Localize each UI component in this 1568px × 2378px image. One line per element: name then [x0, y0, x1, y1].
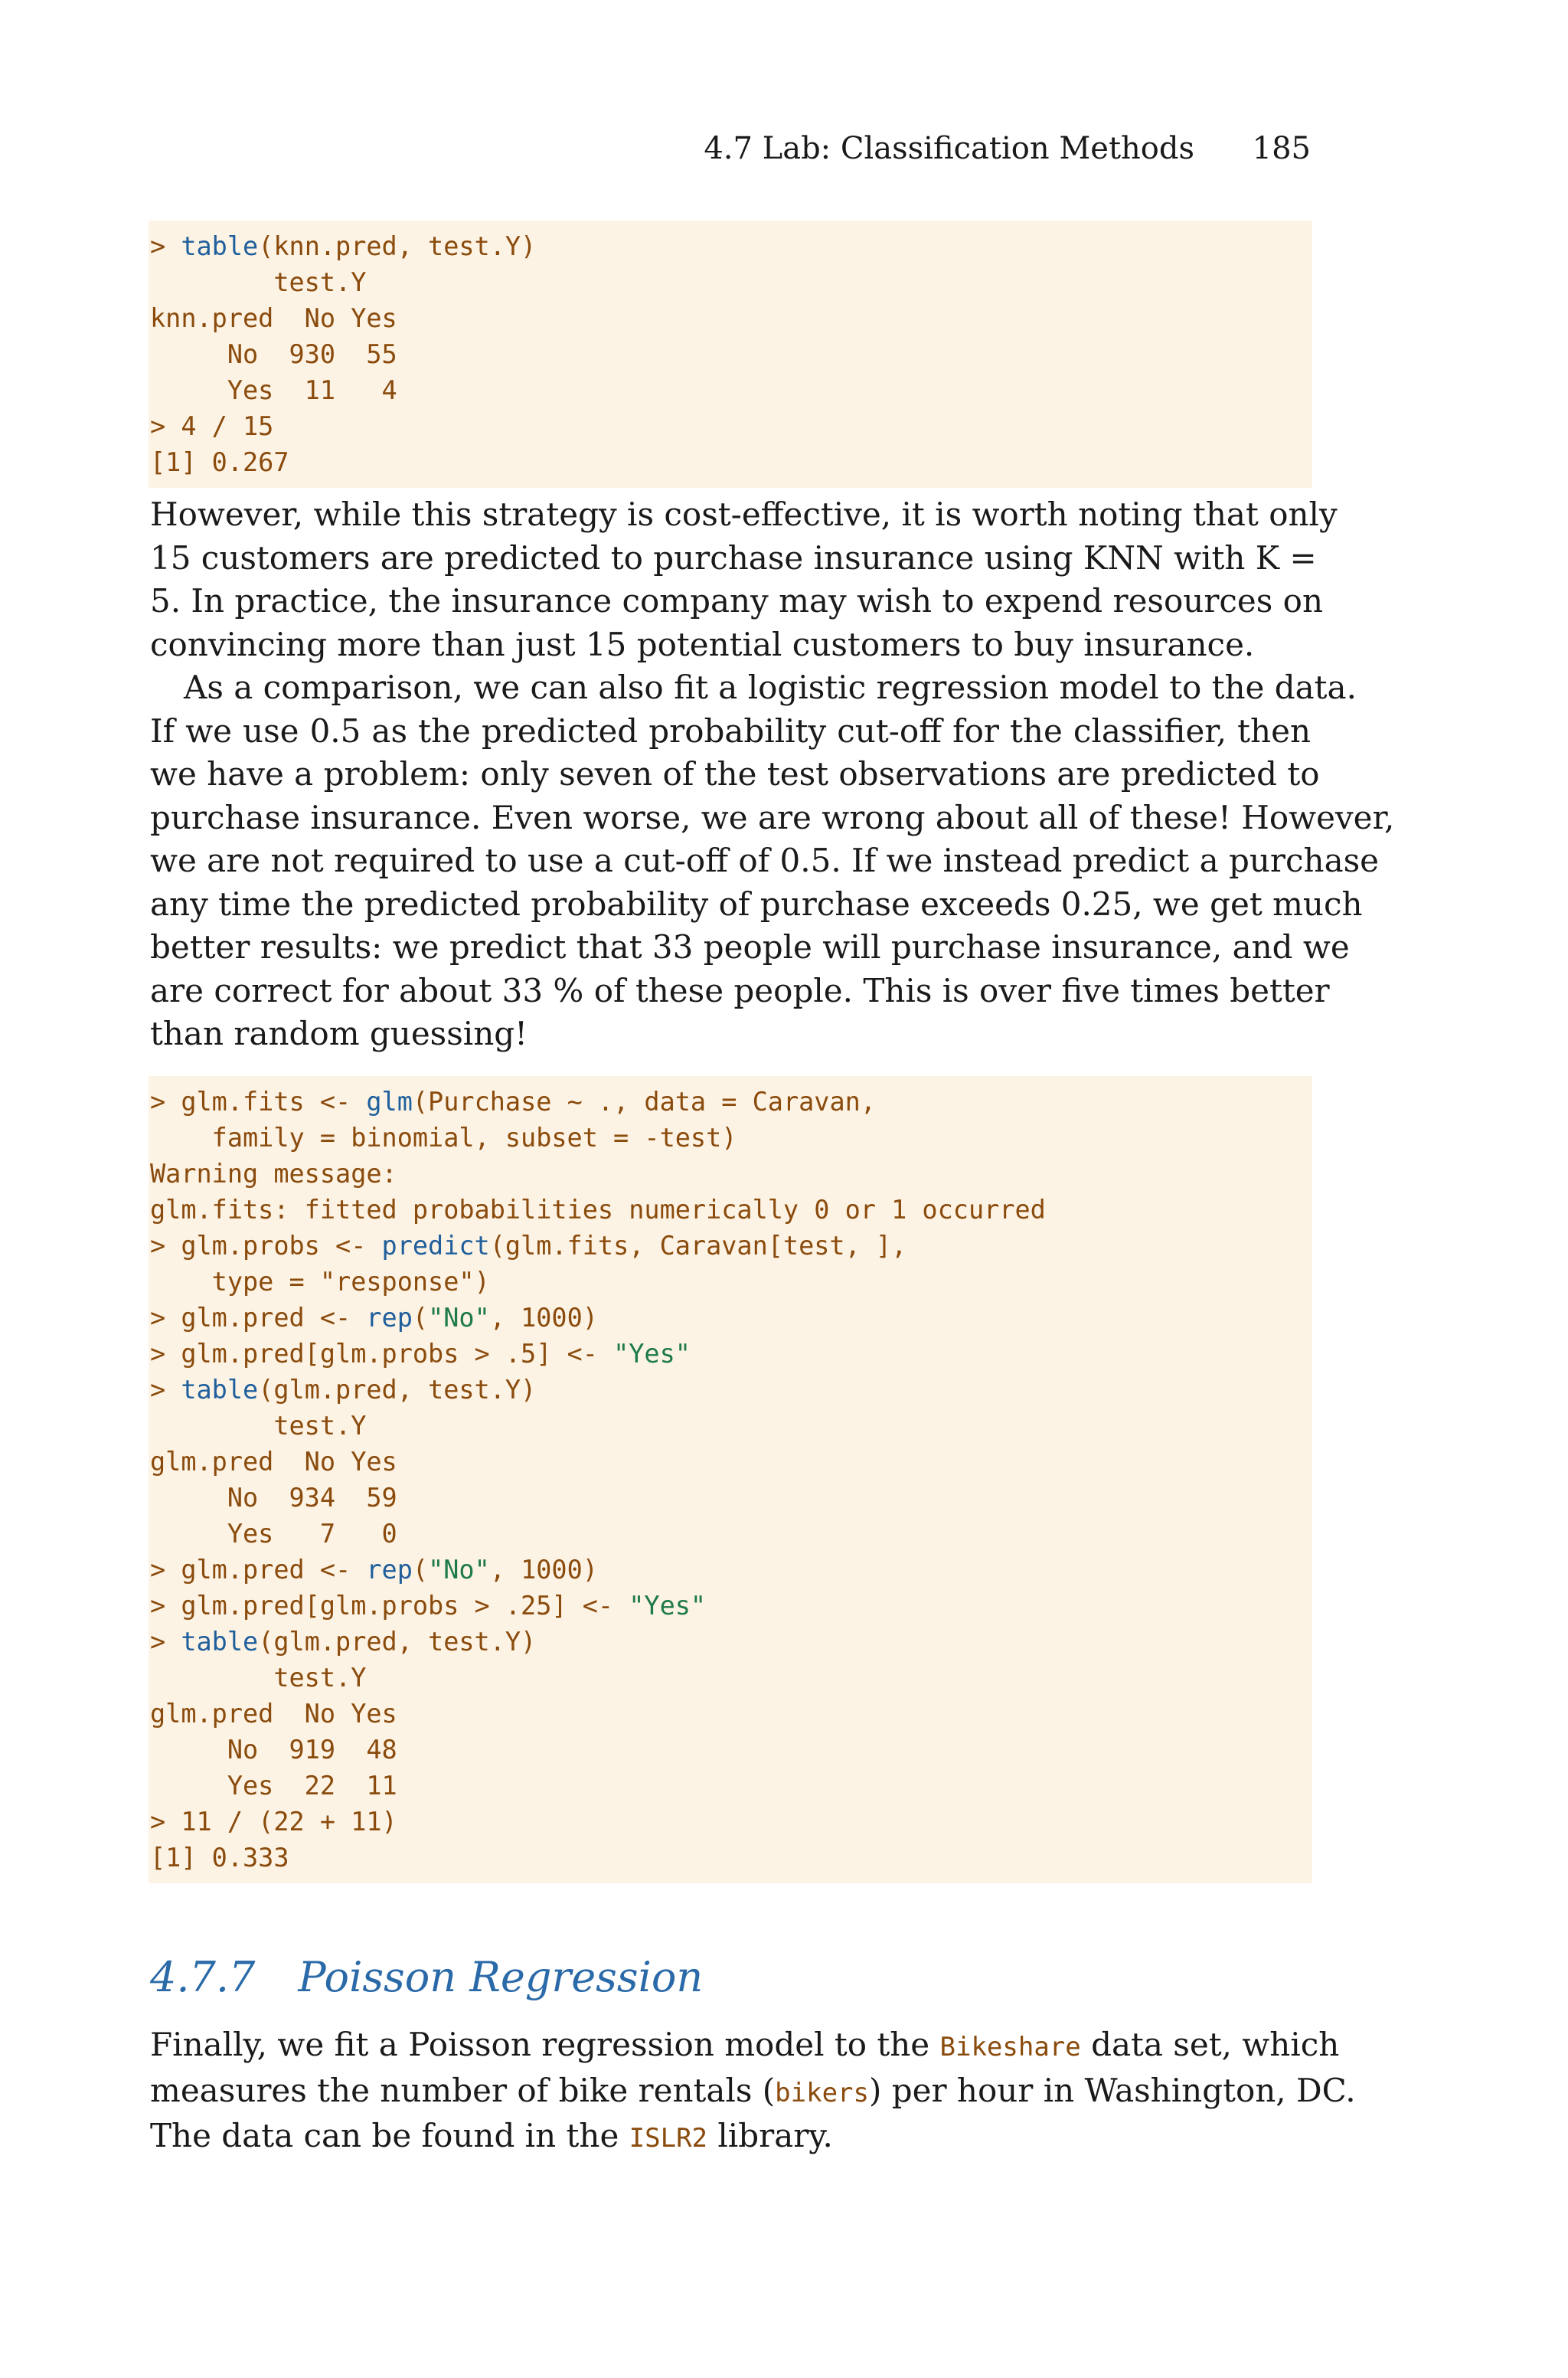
- code-text: test.Y: [150, 267, 367, 297]
- code-text: ): [474, 1267, 490, 1297]
- code-function: table: [181, 1627, 259, 1657]
- code-text: >: [150, 1375, 181, 1405]
- code-line: [150, 1336, 1312, 1372]
- text-line: we have a problem: only seven of the test observations are predicted to: [150, 755, 1320, 793]
- code-block-knn-table: [149, 221, 1312, 488]
- code-text: test.Y: [150, 1663, 367, 1693]
- paragraph-logistic-comparison: [150, 666, 1395, 1056]
- code-function: table: [181, 1375, 259, 1405]
- code-line: [150, 1300, 1312, 1336]
- code-text: > glm.probs <-: [150, 1231, 382, 1261]
- code-line: [150, 1732, 1312, 1768]
- paragraph-poisson-intro: [150, 2023, 1356, 2160]
- code-line: [150, 1228, 1312, 1264]
- code-line: [150, 300, 1312, 336]
- code-text: > glm.pred[glm.probs > .25] <-: [150, 1591, 629, 1621]
- text-line: than random guessing!: [150, 1015, 528, 1052]
- code-line: [150, 1552, 1312, 1588]
- code-line: [150, 1516, 1312, 1552]
- code-text: (knn.pred, test.Y): [258, 231, 537, 261]
- code-text: (: [412, 1303, 429, 1333]
- code-text: (glm.pred, test.Y): [258, 1375, 537, 1405]
- code-line: [150, 1768, 1312, 1804]
- code-text: type =: [150, 1267, 320, 1297]
- code-line: [150, 1696, 1312, 1732]
- code-text: , 1000): [489, 1303, 598, 1333]
- text-run: The data can be found in the: [150, 2117, 629, 2154]
- code-line: [150, 1120, 1312, 1156]
- code-text: glm.pred No Yes: [150, 1447, 397, 1477]
- inline-code: bikers: [775, 2077, 869, 2108]
- code-function: rep: [366, 1555, 413, 1585]
- section-title: Poisson Regression: [298, 1953, 704, 2001]
- text-line: If we use 0.5 as the predicted probability cut-off for the classifier, then: [150, 711, 1311, 750]
- text-line: [150, 2069, 1356, 2115]
- code-text: Yes 22 11: [150, 1771, 397, 1801]
- code-text: Warning message:: [150, 1159, 397, 1189]
- code-line: [150, 336, 1312, 372]
- text-run: Finally, we fit a Poisson regression model to the: [150, 2026, 940, 2063]
- code-string: "No": [428, 1303, 490, 1333]
- code-text: [1] 0.333: [150, 1843, 289, 1873]
- text-line: [150, 2023, 1340, 2069]
- code-line: [150, 1840, 1312, 1876]
- code-text: No 934 59: [150, 1483, 397, 1513]
- code-text: > 11 / (22 + 11): [150, 1807, 397, 1837]
- code-text: > glm.pred[glm.probs > .5] <-: [150, 1339, 614, 1369]
- code-line: [150, 372, 1312, 408]
- code-line: [150, 1264, 1312, 1300]
- code-line: [150, 1084, 1312, 1120]
- paragraph-knn-summary: [150, 493, 1338, 666]
- code-string: "No": [428, 1555, 490, 1585]
- code-text: glm.pred No Yes: [150, 1699, 397, 1729]
- text-line: we are not required to use a cut-off of 0.5. If we instead predict a purchase: [150, 842, 1380, 879]
- code-string: "Yes": [613, 1339, 691, 1369]
- code-function: predict: [381, 1231, 490, 1261]
- text-run: ) per hour in Washington, DC.: [869, 2071, 1356, 2109]
- code-text: (Purchase ~ ., data = Caravan,: [412, 1087, 876, 1117]
- code-text: > glm.pred <-: [150, 1555, 367, 1585]
- text-line: [150, 2115, 1311, 2160]
- code-line: [150, 1480, 1312, 1516]
- code-text: (glm.fits, Caravan[test, ],: [489, 1231, 907, 1261]
- code-text: >: [150, 231, 181, 261]
- inline-code: ISLR2: [629, 2123, 708, 2154]
- code-line: [150, 1372, 1312, 1408]
- text-run: data set, which: [1080, 2026, 1340, 2063]
- code-line: [150, 1660, 1312, 1696]
- code-line: [150, 1444, 1312, 1480]
- code-text: (: [412, 1555, 429, 1585]
- text-line: any time the predicted probability of purchase exceeds 0.25, we get much: [150, 885, 1363, 923]
- code-text: > glm.fits <-: [150, 1087, 367, 1117]
- code-text: knn.pred No Yes: [150, 303, 397, 333]
- text-line: However, while this strategy is cost-effective, it is worth noting that only: [150, 496, 1338, 533]
- code-line: [150, 1192, 1312, 1228]
- section-heading: [150, 1951, 1311, 2003]
- text-run: measures the number of bike rentals (: [150, 2071, 776, 2109]
- code-line: [150, 1588, 1312, 1624]
- code-function: glm: [366, 1087, 413, 1117]
- code-text: glm.fits: fitted probabilities numerically 0 or 1 occurred: [150, 1195, 1046, 1225]
- code-text: No 919 48: [150, 1735, 397, 1765]
- text-line: 5. In practice, the insurance company may wish to expend resources on: [150, 582, 1324, 620]
- text-line: As a comparison, we can also fit a logistic regression model to the data.: [184, 669, 1357, 706]
- running-header: [150, 127, 1311, 170]
- code-string: "Yes": [629, 1591, 707, 1621]
- section-number: 4.7.7: [150, 1953, 256, 2001]
- code-text: "response": [319, 1267, 475, 1297]
- code-text: (glm.pred, test.Y): [258, 1627, 537, 1657]
- code-line: [150, 1804, 1312, 1840]
- code-line: [150, 264, 1312, 300]
- code-line: [150, 408, 1312, 444]
- code-block-logistic-regression: [149, 1076, 1312, 1883]
- text-line: are correct for about 33 % of these people. This is over five times better: [150, 971, 1330, 1009]
- text-line: 15 customers are predicted to purchase insurance using KNN with K =: [150, 538, 1317, 577]
- text-run: library.: [707, 2117, 833, 2154]
- code-text: > 4 / 15: [150, 411, 274, 441]
- code-text: No 930 55: [150, 339, 397, 369]
- code-text: [1] 0.267: [150, 447, 289, 477]
- page-number: 185: [1252, 131, 1311, 166]
- code-text: >: [150, 1627, 181, 1657]
- code-line: [150, 1624, 1312, 1660]
- text-line: convincing more than just 15 potential customers to buy insurance.: [150, 625, 1255, 663]
- code-line: [150, 444, 1312, 480]
- code-text: test.Y: [150, 1411, 367, 1441]
- code-text: family = binomial, subset = -test): [150, 1123, 737, 1153]
- code-line: [150, 1156, 1312, 1192]
- code-function: rep: [366, 1303, 413, 1333]
- code-text: Yes 11 4: [150, 375, 397, 405]
- code-function: table: [181, 231, 259, 261]
- code-text: > glm.pred <-: [150, 1303, 367, 1333]
- code-text: , 1000): [489, 1555, 598, 1585]
- inline-code: Bikeshare: [939, 2032, 1081, 2062]
- text-line: better results: we predict that 33 people will purchase insurance, and we: [150, 928, 1350, 966]
- code-line: [150, 1408, 1312, 1444]
- code-text: Yes 7 0: [150, 1519, 397, 1549]
- running-title: 4.7 Lab: Classification Methods: [704, 131, 1194, 166]
- code-line: [150, 228, 1312, 264]
- text-line: purchase insurance. Even worse, we are wrong about all of these! However,: [150, 798, 1395, 836]
